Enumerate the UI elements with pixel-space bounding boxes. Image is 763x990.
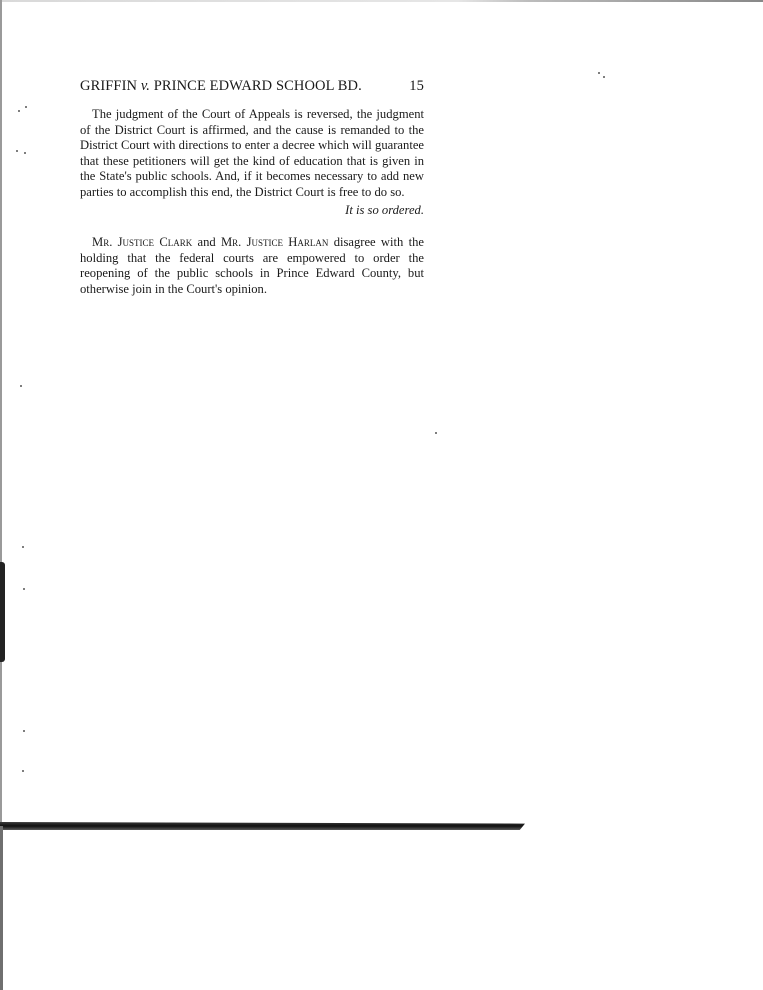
page-number: 15	[409, 78, 424, 94]
scan-speck	[22, 546, 24, 548]
scan-binding-shadow	[0, 562, 5, 662]
judgment-paragraph: The judgment of the Court of Appeals is reversed, the judgment of the District Court is affirmed, and the cause is remanded to the District Court with directions to enter a decree which will guarantee that these petitioners will get the kind of education that is given in the State's public schools. And, if it becomes necessary to add new parties to accomplish this end, the District Court is free to do so.	[80, 107, 424, 199]
versus-abbrev: v.	[140, 78, 151, 94]
page-content	[80, 78, 424, 297]
justice-name: Mr. Justice Harlan	[220, 235, 329, 249]
scan-speck	[23, 588, 25, 590]
concurrence-paragraph	[80, 235, 424, 297]
scan-speck	[22, 770, 24, 772]
scan-speck	[25, 106, 27, 108]
running-head-title	[80, 78, 362, 95]
scan-speck	[23, 730, 25, 732]
scan-speck	[435, 432, 437, 434]
so-ordered-line: It is so ordered.	[345, 203, 424, 217]
case-name-second: PRINCE EDWARD SCHOOL BD.	[150, 78, 362, 94]
concurrence-text: disagree with the holding that the federal courts are empowered to order the reopening of the public schools in Prince Edward County, but otherwise join in the Court's opinion.	[80, 235, 424, 296]
running-head	[80, 78, 424, 95]
scan-speck	[603, 76, 605, 78]
scan-bottom-edge	[0, 822, 525, 830]
scan-speck	[18, 110, 20, 112]
scan-speck	[24, 152, 26, 154]
scan-lower-left-edge	[0, 826, 3, 990]
scan-speck	[20, 385, 22, 387]
scan-top-edge	[0, 0, 763, 2]
scan-speck	[598, 72, 600, 74]
conjunction: and	[192, 235, 221, 249]
scan-speck	[16, 150, 18, 152]
case-name-first: GRIFFIN	[80, 78, 141, 94]
justice-name: Mr. Justice Clark	[92, 235, 193, 249]
